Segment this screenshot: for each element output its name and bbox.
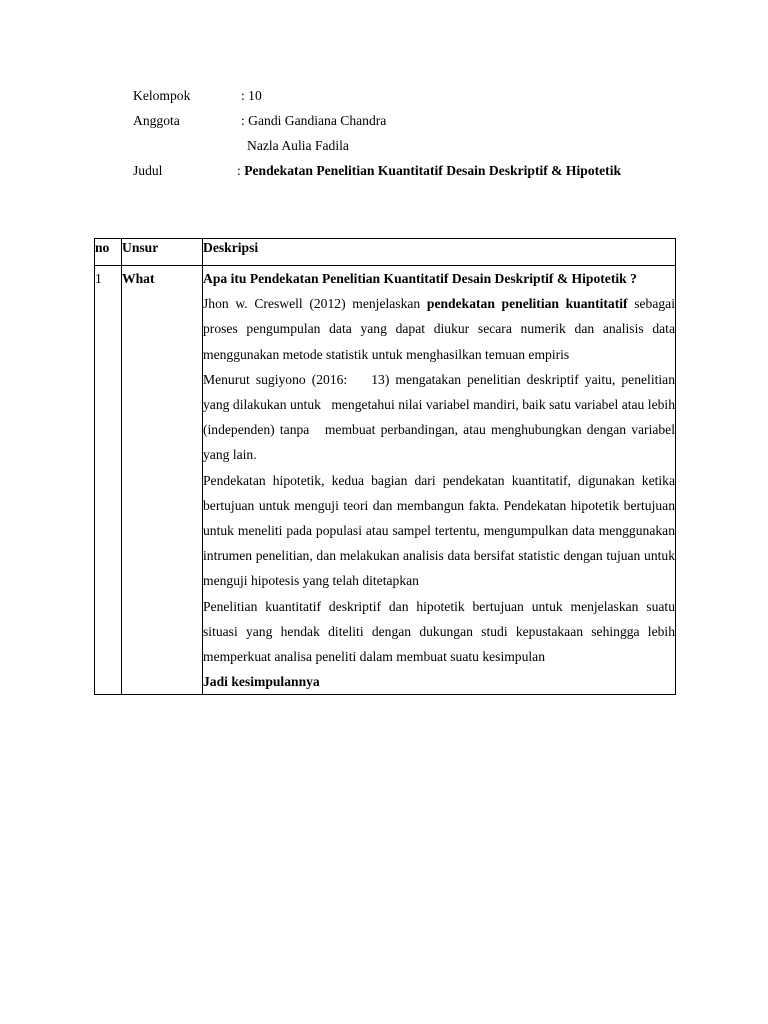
row-no: 1 (95, 266, 122, 695)
header-deskripsi: Deskripsi (203, 239, 676, 266)
purpose-paragraph: Penelitian kuantitatif deskriptif dan hipotetik bertujuan untuk menjelaskan suatu situasi yang hendak diteliti dengan dukungan studi kepustakaan sehingga lebih memperkuat analisa peneliti dalam membuat suatu kesimpulan (203, 598, 675, 665)
row-unsur: What (122, 266, 203, 695)
table-header-row (95, 239, 676, 266)
header-no: no (95, 239, 122, 266)
header-unsur: Unsur (122, 239, 203, 266)
creswell-paragraph (203, 291, 675, 367)
question-paragraph: Apa itu Pendekatan Penelitian Kuantitatif Desain Deskriptif & Hipotetik ? (203, 271, 637, 286)
sugiyono-paragraph: Menurut sugiyono (2016: 13) mengatakan penelitian deskriptif yaitu, penelitian yang dilakukan untuk mengetahui nilai variabel mandiri, baik satu variabel atau lebih (independen) tanpa membuat perbandingan, atau menghubungkan dengan variabel yang lain. (203, 371, 679, 463)
kelompok-label: Kelompok (133, 88, 191, 103)
judul-line (237, 161, 621, 181)
judul-title: Pendekatan Penelitian Kuantitatif Desain Deskriptif & Hipotetik (244, 163, 622, 178)
judul-label: Judul (133, 163, 163, 178)
anggota-label: Anggota (133, 113, 180, 128)
anggota-value-1: : Gandi Gandiana Chandra (241, 113, 387, 128)
anggota-value-2: Nazla Aulia Fadila (247, 138, 349, 153)
creswell-bold-term: pendekatan penelitian kuantitatif (426, 296, 628, 312)
kelompok-value: : 10 (241, 88, 262, 103)
table-row (95, 266, 676, 695)
conclusion-heading: Jadi kesimpulannya (203, 674, 320, 690)
row-deskripsi (203, 266, 679, 695)
creswell-text-b: sebagai proses pengumpulan data yang dapat diukur secara numerik dan analisis data menggunakan metode statistik untuk menghasilkan temuan empiris (203, 296, 675, 362)
creswell-text-a: Jhon w. Creswell (2012) menjelaskan (203, 296, 427, 312)
hipotetik-paragraph: Pendekatan hipotetik, kedua bagian dari pendekatan kuantitatif, digunakan ketika bertujuan untuk menguji teori dan membangun fakta. Pendekatan hipotetik bertujuan untuk meneliti pada populasi atau sampel tertentu, mengumpulkan data menggunakan intrumen penelitian, dan melakukan analisis data bersifat statistic dengan tujuan untuk menguji hipotesis yang telah ditetapkan (203, 472, 675, 589)
description-table (94, 238, 679, 695)
judul-colon: : (237, 163, 245, 178)
